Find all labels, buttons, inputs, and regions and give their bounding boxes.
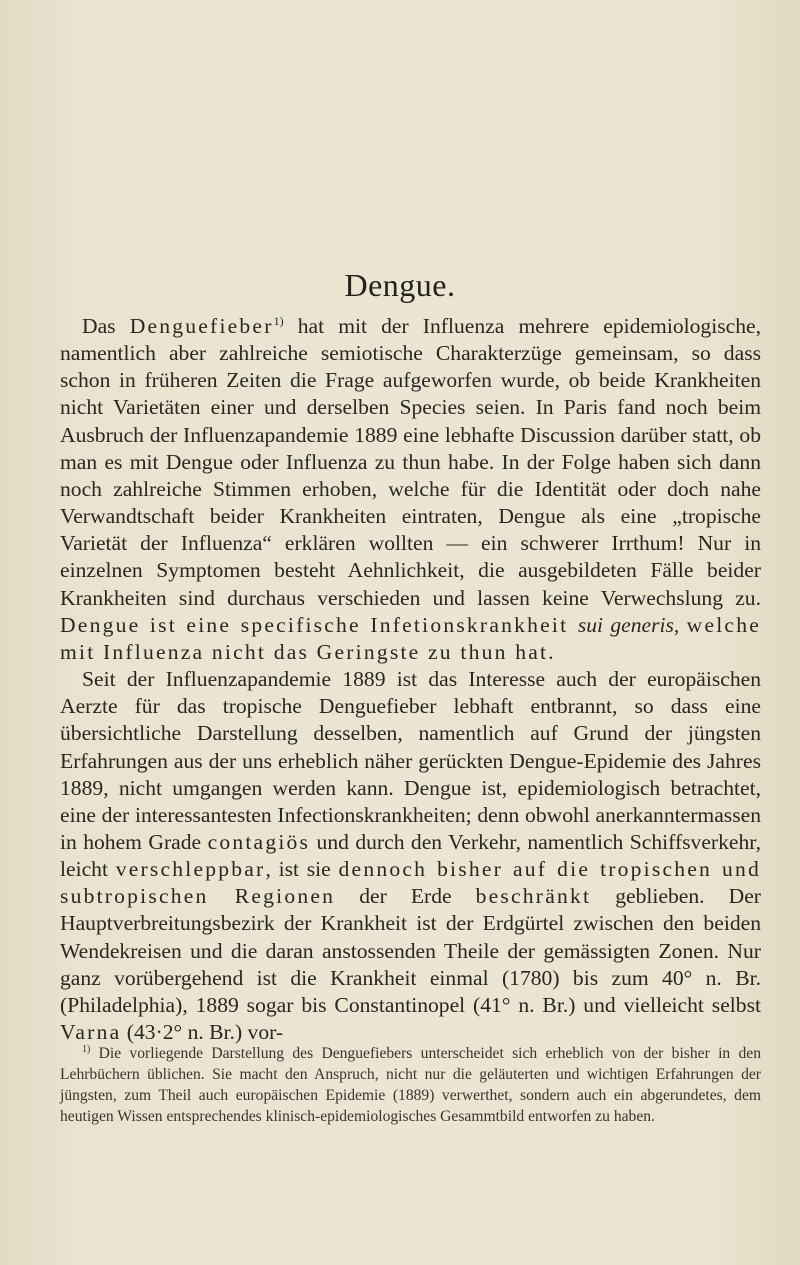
paragraph-1 [60,313,761,666]
p2-spaced-term: Varna [60,1020,122,1045]
p2-spaced-term: verschleppbar [115,857,266,882]
p1-spaced-emphasis: welche mit Influenza nicht das Geringste zu thun hat. [60,612,761,664]
p1-text: hat mit der Influenza mehrere epidemiologische, namentlich aber zahlreiche semiotische Charakterzüge gemeinsam, so dass schon in früheren Zeiten die Frage aufgeworfen wurde, ob beide Krankheiten nicht Varietäten einer und derselben Species seien. In Paris fand noch beim Ausbruch der Influenzapandemie 1889 eine lebhafte Discussion darüber statt, ob man es mit Dengue oder Influenza zu thun habe. In der Folge haben sich dann noch zahlreiche Stimmen erhoben, welche für die Identität oder doch nahe Verwandtschaft beider Krankheiten eintraten, Dengue als eine „tropische Varietät der Influenza“ erklären wollten — ein schwerer Irrthum! Nur in einzelnen Symptomen besteht Aehnlichkeit, die ausgebildeten Fälle beider Krankheiten sind durchaus verschieden und lassen keine Verwechslung zu. [60,314,762,610]
p2-spaced-term: beschränkt [475,884,592,909]
p2-spaced-term: contagiös [207,829,311,854]
p2-spaced-emphasis: dennoch bisher auf die tropischen und subtropischen Regionen [60,857,761,909]
p1-text: Das [82,314,130,338]
p1-italic-term: sui generis [577,612,674,637]
p2-text: geblieben. Der Hauptverbreitungsbezirk der Krankheit ist der Erdgürtel zwischen den beiden Wendekreisen und die daran anstossenden Theile der gemässigten Zonen. Nur ganz vorübergehend ist die Krankheit einmal (1780) bis zum 40° n. Br. (Philadelphia), 1889 sogar bis Constantinopel (41° n. Br.) und vielleicht selbst [60,884,761,1017]
paragraph-2 [60,666,761,1046]
p1-spaced-emphasis: Dengue ist eine specifische Infetionskrankheit [60,612,578,637]
p2-text: der Erde [335,884,476,909]
footnote [60,1043,761,1127]
footnote-reference: 1) [273,313,284,328]
chapter-title: Dengue. [344,267,456,303]
footnote-mark: 1) [82,1043,91,1055]
p2-text: und durch den Verkehr, namentlich Schiffsverkehr, leicht [60,829,762,882]
p2-text: (43·2° n. Br.) vor- [121,1020,284,1045]
p1-text: , [673,612,687,637]
main-text [60,313,761,1046]
p2-text: , ist sie [265,857,339,882]
footnote-paragraph [60,1043,761,1127]
p2-text: Seit der Influenzapandemie 1889 ist das Interesse auch der europäischen Aerzte für das tropische Denguefieber lebhaft entbrannt, so dass eine übersichtliche Darstellung desselben, namentlich auf Grund der jüngsten Erfahrungen aus der uns erheblich näher gerückten Dengue-Epidemie des Jahres 1889, nicht umgangen werden kann. Dengue ist, epidemiologisch betrachtet, eine der interessantesten Infectionskrankheiten; denn obwohl anerkanntermassen in hohem Grade [60,667,761,854]
footnote-text: Die vorliegende Darstellung des Denguefiebers unterscheidet sich erheblich von der bisher in den Lehrbüchern üblichen. Sie macht den Anspruch, nicht nur die geläuterten und wichtigen Erfahrungen der jüngsten, zum Theil auch europäischen Epidemie (1889) verwerthet, sondern auch ein abgerundetes, dem heutigen Wissen entsprechendes klinisch-epidemiologisches Gesammtbild entworfen zu haben. [60,1045,761,1125]
p1-spaced-term: Denguefieber [129,314,274,338]
